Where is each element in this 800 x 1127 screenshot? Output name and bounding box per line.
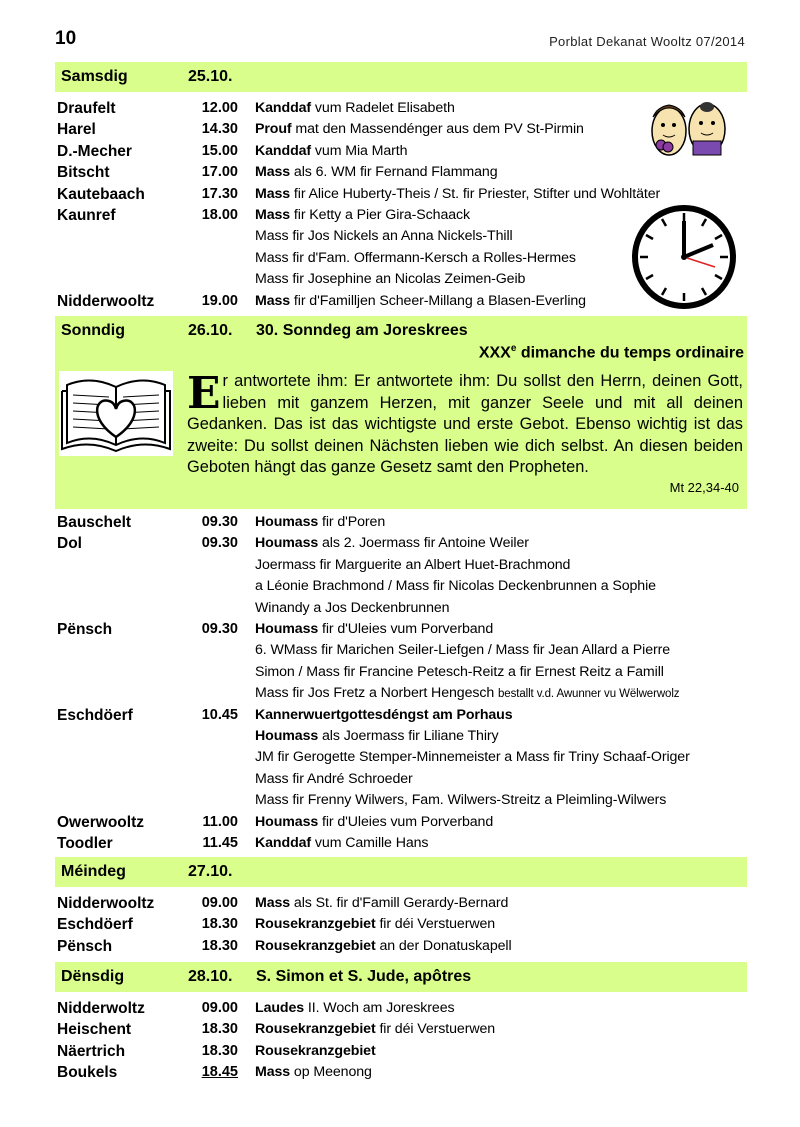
service-type: Houmass: [255, 514, 319, 530]
day-header-tuesday: [55, 962, 747, 992]
service-details: 6. WMass fir Marichen Seiler-Liefgen / Mass fir Jean Allard a Pierre: [255, 642, 671, 659]
place-name: Kaunref: [57, 207, 116, 224]
service-time: 18.30: [201, 937, 238, 954]
service-details: als 6. WM fir Fernand Flammang: [290, 164, 498, 181]
service-type: Houmass: [255, 621, 319, 637]
service-description: [255, 938, 512, 954]
service-description: [255, 228, 513, 244]
service-description: [255, 707, 513, 723]
place-name: Bitscht: [57, 164, 110, 182]
service-details: vum Mia Marth: [311, 142, 408, 159]
service-details: als Joermass fir Liliane Thiry: [318, 728, 499, 744]
place-name: Boukels: [57, 1064, 118, 1082]
drop-cap: E: [187, 368, 221, 419]
place-name: Harel: [57, 121, 96, 139]
service-type: Kanddaf: [255, 835, 312, 851]
service-time: 19.00: [201, 292, 238, 309]
service-time: 18.30: [201, 1042, 238, 1059]
service-details: als St. fir d'Famill Gerardy-Bernard: [290, 895, 509, 911]
scripture-reference: Mt 22,34-40: [669, 480, 739, 495]
service-description: [255, 1064, 372, 1080]
service-description: [255, 814, 493, 830]
service-details: Mass fir Jos Nickels an Anna Nickels-Thill: [255, 228, 513, 245]
open-book-heart-icon: [59, 371, 173, 456]
service-type: Mass: [255, 292, 291, 309]
service-description: [255, 514, 385, 530]
service-description: [255, 1043, 376, 1059]
service-description: [255, 250, 576, 266]
place-name: Nidderwoltz: [57, 1000, 145, 1017]
service-type: Kanddaf: [255, 142, 312, 159]
place-name: Eschdöerf: [57, 706, 133, 724]
service-details: Mass fir d'Fam. Offermann-Kersch a Rolles-Hermes: [255, 249, 576, 266]
service-time: 18.00: [201, 207, 238, 223]
place-name: Draufelt: [57, 100, 116, 117]
service-description: [255, 186, 660, 202]
publication-title: Porblat Dekanat Wooltz 07/2014: [549, 34, 745, 49]
place-name: Pënsch: [57, 937, 113, 955]
service-time: 09.30: [201, 535, 238, 552]
service-details: Mass fir Josephine an Nicolas Zeimen-Geib: [255, 271, 526, 288]
service-type: Kannerwuertgottesdéngst am Porhaus: [255, 706, 513, 723]
service-details: Mass fir André Schroeder: [255, 770, 413, 787]
service-type: Rousekranzgebiet: [255, 1021, 376, 1038]
service-time: 10.45: [201, 706, 238, 723]
service-description: [255, 916, 495, 932]
place-name: Eschdöerf: [57, 916, 133, 934]
service-time: 09.30: [201, 514, 238, 530]
service-details: fir d'Poren: [318, 514, 386, 530]
service-details: op Meenong: [290, 1064, 372, 1081]
service-description: [255, 664, 664, 680]
service-type: Houmass: [255, 535, 319, 552]
service-description: [255, 749, 690, 765]
service-description: [255, 1000, 454, 1016]
service-details: fir d'Familljen Scheer-Millang a Blasen-Everling: [290, 292, 586, 309]
service-time: 18.30: [201, 916, 238, 933]
service-details: an der Donatuskapell: [375, 937, 512, 954]
service-type: Mass: [255, 164, 291, 181]
service-time: 18.45: [201, 1064, 238, 1081]
day-name: Méindeg: [61, 863, 126, 880]
service-type: Mass: [255, 207, 291, 223]
service-type: Prouf: [255, 121, 292, 138]
service-details: fir Ketty a Pier Gira-Schaack: [290, 207, 471, 223]
day-date: 25.10.: [188, 68, 233, 85]
place-name: Nidderwooltz: [57, 895, 155, 912]
service-details: fir d'Uleies vum Porverband: [318, 621, 494, 637]
day-name: Samsdig: [61, 68, 128, 85]
service-time: 17.00: [201, 164, 238, 181]
service-time: 17.30: [201, 185, 238, 202]
clock-icon: [623, 205, 745, 310]
service-description: [255, 792, 666, 808]
page-number: 10: [55, 28, 77, 49]
reading-line: mit all deinen Gedanken. Das ist das wichtigste und erste Gebot.: [187, 393, 743, 433]
page-header: [55, 28, 745, 56]
service-type: Mass: [255, 895, 291, 911]
place-name: Nidderwooltz: [57, 292, 155, 310]
service-description: [255, 578, 656, 594]
service-description: [255, 600, 449, 616]
place-name: Näertrich: [57, 1042, 126, 1060]
place-name: Bauschelt: [57, 514, 132, 531]
service-description: [255, 100, 455, 116]
day-title: 30. Sonndeg am Joreskrees: [256, 322, 468, 339]
service-type: Kanddaf: [255, 100, 312, 116]
service-note: bestallt v.d. Awunner vu Wëlwerwolz: [498, 688, 680, 701]
day-date: 27.10.: [188, 863, 233, 880]
service-type: Rousekranzgebiet: [255, 916, 376, 933]
day-subtitle: [479, 343, 744, 362]
service-details: Mass fir Frenny Wilwers, Fam. Wilwers-Streitz a Pleimling-Wilwers: [255, 792, 667, 809]
day-title: S. Simon et S. Jude, apôtres: [256, 968, 472, 985]
service-details: mat den Massendénger aus dem PV St-Pirmin: [291, 121, 584, 138]
service-time: 12.00: [201, 100, 238, 116]
service-time: 11.45: [202, 835, 238, 851]
service-type: Mass: [255, 1064, 291, 1081]
reading-line: r antwortete ihm: Er antwortete ihm: Du sollst den Herrn,: [222, 372, 646, 390]
service-description: [255, 535, 529, 551]
place-name: D.-Mecher: [57, 142, 132, 160]
subtitle-numeral: XXX: [478, 344, 511, 362]
service-details: Joermass fir Marguerite an Albert Huet-Brachmond: [255, 556, 571, 573]
service-time: 09.00: [201, 1000, 238, 1016]
service-description: [255, 207, 470, 223]
service-description: [255, 121, 584, 137]
day-name: Dënsdig: [61, 968, 125, 985]
children-clipart: [641, 97, 736, 159]
service-type: Houmass: [255, 813, 319, 830]
service-details: fir Alice Huberty-Theis / St. fir Priester, Stifter und Wohltäter: [290, 185, 661, 202]
service-details: a Léonie Brachmond / Mass fir Nicolas Deckenbrunnen a Sophie: [255, 578, 656, 595]
service-description: [255, 143, 407, 159]
service-type: Rousekranzgebiet: [255, 1042, 376, 1059]
place-name: Owerwooltz: [57, 813, 144, 831]
service-details: fir d'Uleies vum Porverband: [318, 813, 494, 830]
service-type: Rousekranzgebiet: [255, 937, 376, 954]
reading-line: wie dich selbst. An diesen beiden Geboten hängt das ganze: [187, 436, 743, 476]
service-description: [255, 771, 413, 787]
scripture-reading: [187, 368, 743, 479]
service-type: Laudes: [255, 1000, 305, 1016]
service-details: fir déi Verstuerwen: [375, 916, 496, 933]
service-description: [255, 835, 428, 851]
reading-line: Gesetz samt den Propheten.: [380, 458, 589, 476]
subtitle-text: dimanche du temps ordinaire: [516, 344, 744, 362]
reading-line: Ebenso wichtig ist das zweite: Du sollst deinen Nächsten lieben: [187, 415, 743, 455]
service-description: [255, 642, 670, 658]
service-details: vum Radelet Elisabeth: [311, 100, 455, 116]
service-description: [255, 895, 508, 911]
service-description: [255, 1021, 495, 1037]
service-type: Houmass: [255, 728, 319, 744]
service-time: 09.30: [201, 621, 238, 637]
service-time: 18.30: [201, 1021, 238, 1038]
service-time: 15.00: [201, 142, 238, 159]
day-header-monday: [55, 857, 747, 887]
day-date: 26.10.: [188, 322, 233, 339]
place-name: Pënsch: [57, 621, 113, 638]
service-description: [255, 557, 570, 573]
service-details: fir déi Verstuerwen: [375, 1021, 496, 1038]
service-description: [255, 685, 679, 701]
day-header-sunday: [55, 316, 747, 509]
service-description: [255, 293, 586, 309]
service-details: Simon / Mass fir Francine Petesch-Reitz a fir Ernest Reitz a Famill: [255, 663, 664, 680]
service-description: [255, 728, 499, 744]
service-time: 11.00: [202, 813, 238, 830]
reading-line: deinen Gott, lieben mit ganzem Herzen, mit ganzer Seele und: [222, 372, 743, 412]
service-details: Mass fir Jos Fretz a Norbert Hengesch: [255, 685, 498, 702]
service-type: Mass: [255, 185, 291, 202]
service-description: [255, 271, 525, 287]
place-name: Dol: [57, 535, 82, 553]
service-details: als 2. Joermass fir Antoine Weiler: [318, 535, 529, 552]
subtitle-superscript: e: [510, 343, 517, 354]
day-name: Sonndig: [61, 322, 125, 339]
service-description: [255, 621, 493, 637]
place-name: Heischent: [57, 1021, 132, 1039]
service-details: vum Camille Hans: [311, 835, 429, 851]
service-time: 14.30: [201, 121, 238, 138]
day-header-saturday: [55, 62, 747, 92]
service-description: [255, 164, 498, 180]
service-time: 09.00: [201, 895, 238, 911]
day-date: 28.10.: [188, 968, 233, 985]
service-details: Winandy a Jos Deckenbrunnen: [255, 599, 450, 616]
service-details: JM fir Gerogette Stemper-Minnemeister a Mass fir Triny Schaaf-Origer: [255, 749, 690, 766]
service-details: II. Woch am Joreskrees: [304, 1000, 455, 1016]
place-name: Kautebaach: [57, 185, 145, 203]
place-name: Toodler: [57, 835, 113, 852]
